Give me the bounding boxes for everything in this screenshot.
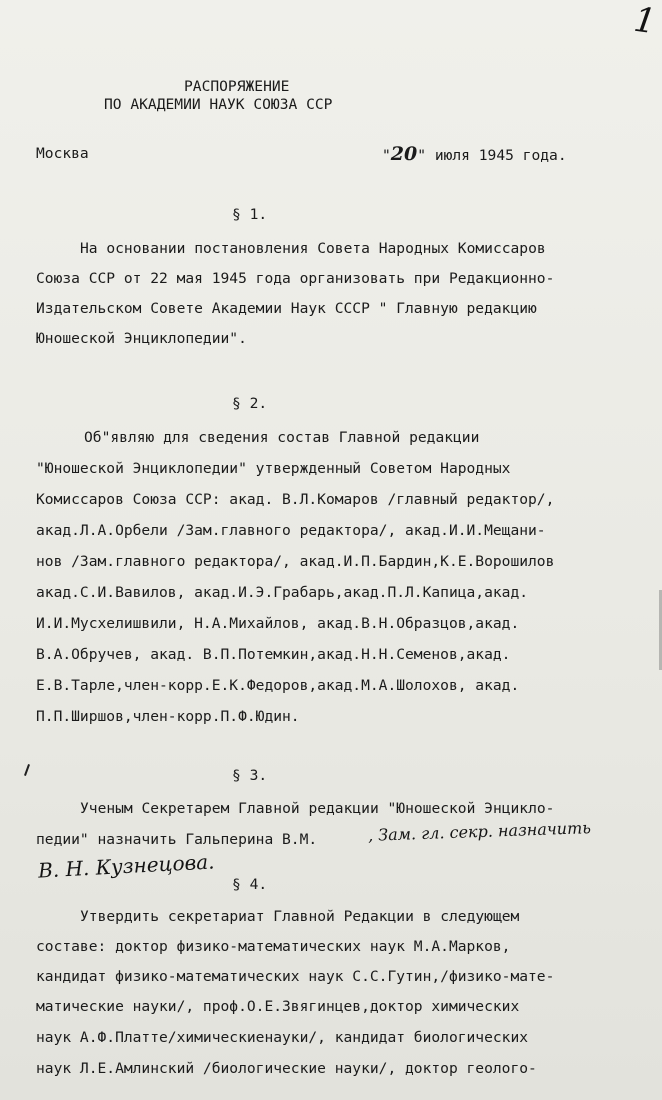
section-4-line: наук А.Ф.Платте/химическиенауки/, кандидат биологических bbox=[36, 1029, 529, 1046]
section-2-line: В.А.Обручев, акад. В.П.Потемкин,акад.Н.Н.Семенов,акад. bbox=[36, 646, 511, 663]
date-rest: " июля 1945 года. bbox=[417, 147, 567, 164]
section-3-line: Ученым Секретарем Главной редакции "Юношеской Энцикло- bbox=[80, 800, 555, 817]
section-1-line: Юношеской Энциклопедии". bbox=[36, 330, 247, 347]
section-2-line: Комиссаров Союза ССР: акад. В.Л.Комаров /главный редактор/, bbox=[36, 491, 555, 508]
section-4-line: составе: доктор физико-математических наук М.А.Марков, bbox=[36, 938, 511, 955]
section-4-heading: § 4. bbox=[232, 876, 268, 893]
section-2-line: И.И.Мусхелишвили, Н.А.Михайлов, акад.В.Н.Образцов,акад. bbox=[36, 615, 520, 632]
document-city: Москва bbox=[36, 145, 89, 162]
handwritten-annotation-line2: В. Н. Кузнецова. bbox=[37, 849, 215, 883]
section-1-line: Издательском Совете Академии Наук СССР " Главную редакцию bbox=[36, 300, 537, 317]
scan-edge-mark bbox=[24, 764, 30, 776]
document-date bbox=[382, 145, 567, 164]
section-2-line: акад.С.И.Вавилов, акад.И.Э.Грабарь,акад.П.Л.Капица,акад. bbox=[36, 584, 529, 601]
date-quote-open: " bbox=[382, 147, 391, 164]
section-4-line: наук Л.Е.Амлинский /биологические науки/, доктор геолого- bbox=[36, 1060, 537, 1077]
date-day: 20 bbox=[390, 143, 418, 165]
section-2-line: нов /Зам.главного редактора/, акад.И.П.Бардин,К.Е.Ворошилов bbox=[36, 553, 555, 570]
section-3-heading: § 3. bbox=[232, 767, 268, 784]
section-1-line: На основании постановления Совета Народных Комиссаров bbox=[80, 240, 546, 257]
handwritten-annotation-line1: , Зам. гл. секр. назначить bbox=[367, 818, 592, 845]
section-2-line: "Юношеской Энциклопедии" утвержденный Советом Народных bbox=[36, 460, 511, 477]
section-2-line: акад.Л.А.Орбели /Зам.главного редактора/, акад.И.И.Мещани- bbox=[36, 522, 546, 539]
document-title-line2: ПО АКАДЕМИИ НАУК СОЮЗА ССР bbox=[104, 96, 333, 113]
section-1-heading: § 1. bbox=[232, 206, 268, 223]
section-2-line: Е.В.Тарле,член-корр.Е.К.Федоров,акад.М.А.Шолохов, акад. bbox=[36, 677, 520, 694]
section-1-line: Союза ССР от 22 мая 1945 года организовать при Редакционно- bbox=[36, 270, 555, 287]
section-4-line: матические науки/, проф.О.Е.Звягинцев,доктор химических bbox=[36, 998, 520, 1015]
section-4-line: Утвердить секретариат Главной Редакции в следующем bbox=[80, 908, 520, 925]
section-2-line: П.П.Ширшов,член-корр.П.Ф.Юдин. bbox=[36, 708, 300, 725]
page-number: 1 bbox=[631, 0, 659, 43]
section-2-line: Об"являю для сведения состав Главной редакции bbox=[84, 429, 480, 446]
section-4-line: кандидат физико-математических наук С.С.Гутин,/физико-мате- bbox=[36, 968, 555, 985]
document-title-line1: РАСПОРЯЖЕНИЕ bbox=[184, 78, 290, 95]
section-3-line: педии" назначить Гальперина В.М. bbox=[36, 831, 318, 848]
section-2-heading: § 2. bbox=[232, 395, 268, 412]
